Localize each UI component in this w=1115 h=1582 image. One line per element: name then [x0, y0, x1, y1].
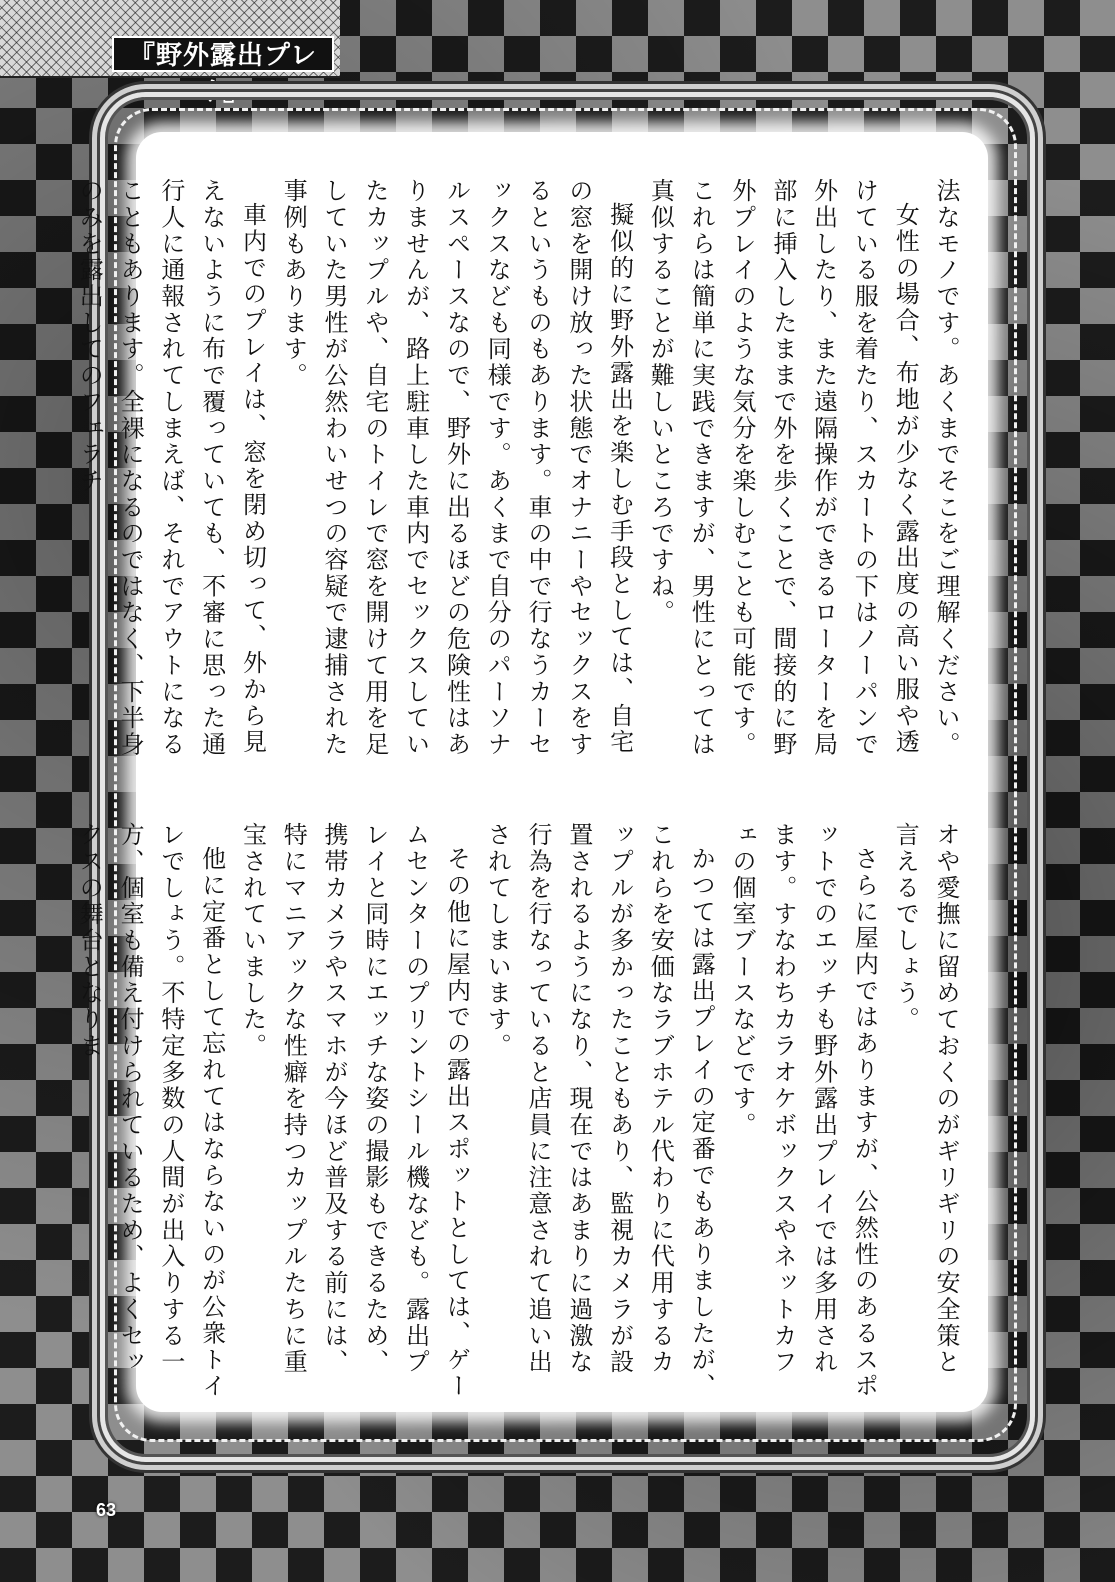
body-text-upper — [75, 178, 966, 758]
paragraph: 擬似的に野外露出を楽しむ手段としては、自宅の窓を開け放った状態でオナニーやセックスをするというものもあります。車の中で行なうカーセックスなども同様です。あくまで自分のパーソナルスペースなので、野外に出るほどの危険性はありませんが、路上駐車した車内でセックスしていたカップルや、自宅のトイレで窓を開けて用を足していた男性が公然わいせつの容疑で逮捕された事例もあります。 — [279, 178, 634, 758]
paragraph: その他に屋内での露出スポットとしては、ゲームセンターのプリントシール機なども。露出プレイと同時にエッチな姿の撮影もできるため、携帯カメラやスマホが今ほど普及する前には、特にマニアックな性癖を持つカップルたちに重宝されていました。 — [238, 822, 471, 1400]
paragraph: 車内でのプレイは、窓を閉め切って、外から見えないように布で覆っていても、不審に思った通行人に通報されてしまえば、それでアウトになることもあります。全裸になるのではなく、下半身のみを露出してのフェラチ — [75, 178, 267, 758]
paragraph: さらに屋内ではありますが、公然性のあるスポットでのエッチも野外露出プレイでは多用されます。すなわちカラオケボックスやネットカフェの個室ブースなどです。 — [728, 822, 879, 1400]
paragraph: 法なモノです。あくまでそこをご理解ください。 — [932, 178, 960, 758]
section-title: 『野外露出プレイ』 — [112, 36, 334, 72]
page-number: 63 — [96, 1500, 117, 1520]
paragraph: オや愛撫に留めておくのがギリギリの安全策と言えるでしょう。 — [891, 822, 960, 1376]
body-text-lower — [75, 822, 966, 1400]
paragraph: 他に定番として忘れてはならないのが公衆トイレでしょう。不特定多数の人間が出入りする一方、個室も備え付けられているため、よくセックスの舞台となりま — [75, 822, 226, 1400]
paragraph: かつては露出プレイの定番でもありましたが、これらを安価なラブホテル代わりに代用するカップルが多かったこともあり、監視カメラが設置されるようになり、現在ではあまりに過激な行為を行なっていると店員に注意されて追い出されてしまいます。 — [483, 822, 716, 1400]
paragraph: 女性の場合、布地が少なく露出度の高い服や透けている服を着たり、スカートの下はノーパンで外出したり、また遠隔操作ができるローターを局部に挿入したままで外を歩くことで、間接的に野外プレイのような気分を楽しむことも可能です。これらは簡単に実践できますが、男性にとっては真似することが難しいところですね。 — [646, 178, 920, 758]
